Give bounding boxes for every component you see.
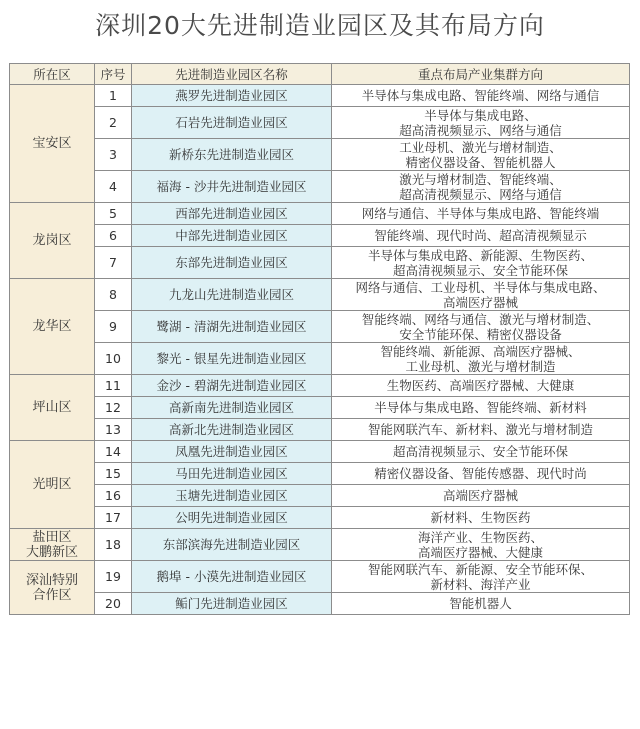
industry-direction: 半导体与集成电路、智能终端、新材料	[374, 400, 587, 415]
district-name: 坪山区	[32, 400, 72, 415]
industry-direction: 精密仪器设备、智能传感器、现代时尚	[374, 466, 587, 481]
industry-direction: 半导体与集成电路、 超高清视频显示、网络与通信	[399, 107, 562, 138]
row-number-cell	[95, 593, 132, 615]
row-number: 10	[105, 351, 121, 366]
table-row	[10, 171, 630, 203]
row-number: 12	[105, 400, 121, 415]
industry-direction-cell	[332, 85, 630, 107]
park-name-cell	[132, 375, 332, 397]
row-number: 20	[105, 596, 121, 611]
park-name: 燕罗先进制造业园区	[175, 88, 288, 103]
row-number: 13	[105, 422, 121, 437]
row-number-cell	[95, 561, 132, 593]
row-number-cell	[95, 107, 132, 139]
park-name: 新桥东先进制造业园区	[168, 147, 294, 162]
industry-direction-cell	[332, 507, 630, 529]
table-row	[10, 463, 630, 485]
industry-direction-cell	[332, 561, 630, 593]
district-cell	[10, 561, 95, 615]
park-name-cell	[132, 85, 332, 107]
industry-direction: 智能终端、新能源、高端医疗器械、 工业母机、激光与增材制造	[380, 343, 581, 374]
row-number-cell	[95, 171, 132, 203]
row-number-cell	[95, 85, 132, 107]
row-number: 11	[105, 378, 121, 393]
park-name-cell	[132, 441, 332, 463]
park-name: 东部滨海先进制造业园区	[162, 537, 301, 552]
table-row	[10, 441, 630, 463]
row-number-cell	[95, 397, 132, 419]
industry-direction-cell	[332, 225, 630, 247]
row-number-cell	[95, 203, 132, 225]
park-name-cell	[132, 343, 332, 375]
industry-direction-cell	[332, 593, 630, 615]
industry-direction-cell	[332, 279, 630, 311]
industry-direction: 半导体与集成电路、智能终端、网络与通信	[361, 88, 600, 103]
park-name: 鹭湖 - 清湖先进制造业园区	[156, 319, 307, 334]
row-number: 8	[109, 287, 117, 302]
table-row	[10, 225, 630, 247]
row-number-cell	[95, 507, 132, 529]
park-name: 金沙 - 碧湖先进制造业园区	[156, 378, 307, 393]
park-name: 福海 - 沙井先进制造业园区	[156, 179, 307, 194]
table-row	[10, 375, 630, 397]
industry-direction: 超高清视频显示、安全节能环保	[392, 444, 568, 459]
table-row	[10, 203, 630, 225]
district-cell	[10, 441, 95, 529]
industry-direction-cell	[332, 529, 630, 561]
row-number: 3	[109, 147, 117, 162]
table-row	[10, 247, 630, 279]
park-name: 高新北先进制造业园区	[168, 422, 294, 437]
table-row	[10, 311, 630, 343]
district-cell	[10, 203, 95, 279]
district-cell	[10, 85, 95, 203]
park-name-cell	[132, 311, 332, 343]
row-number: 4	[109, 179, 117, 194]
row-number: 1	[109, 88, 117, 103]
industry-direction-cell	[332, 485, 630, 507]
table-row	[10, 107, 630, 139]
industry-direction: 网络与通信、工业母机、半导体与集成电路、 高端医疗器械	[355, 279, 606, 310]
industry-direction-cell	[332, 311, 630, 343]
row-number-cell	[95, 279, 132, 311]
row-number-cell	[95, 463, 132, 485]
park-name: 鹅埠 - 小漠先进制造业园区	[156, 569, 307, 584]
industry-direction-cell	[332, 203, 630, 225]
industry-direction: 新材料、生物医药	[430, 510, 531, 525]
park-name-cell	[132, 225, 332, 247]
park-name-cell	[132, 419, 332, 441]
park-name-cell	[132, 139, 332, 171]
industry-direction: 网络与通信、半导体与集成电路、智能终端	[361, 206, 600, 221]
district-name: 盐田区 大鹏新区	[25, 529, 78, 560]
industry-direction: 智能网联汽车、新能源、安全节能环保、 新材料、海洋产业	[367, 561, 593, 592]
table-row	[10, 529, 630, 561]
district-cell	[10, 375, 95, 441]
industry-direction: 智能终端、网络与通信、激光与增材制造、 安全节能环保、精密仪器设备	[361, 311, 600, 342]
row-number-cell	[95, 441, 132, 463]
table-row	[10, 485, 630, 507]
industry-direction-cell	[332, 463, 630, 485]
park-name: 中部先进制造业园区	[175, 228, 288, 243]
row-number: 9	[109, 319, 117, 334]
row-number-cell	[95, 375, 132, 397]
park-name: 石岩先进制造业园区	[175, 115, 288, 130]
park-name: 鲘门先进制造业园区	[175, 596, 288, 611]
industry-direction-cell	[332, 397, 630, 419]
table-body	[10, 85, 630, 615]
row-number: 17	[105, 510, 121, 525]
table-row	[10, 85, 630, 107]
park-name-cell	[132, 593, 332, 615]
table-row	[10, 561, 630, 593]
park-name-cell	[132, 485, 332, 507]
industry-direction: 激光与增材制造、智能终端、 超高清视频显示、网络与通信	[399, 171, 562, 202]
park-name-cell	[132, 279, 332, 311]
park-name-cell	[132, 463, 332, 485]
industry-direction: 高端医疗器械	[442, 488, 518, 503]
park-name-cell	[132, 397, 332, 419]
row-number: 15	[105, 466, 121, 481]
header-district: 所在区	[10, 64, 95, 85]
park-name: 黎光 - 银星先进制造业园区	[156, 351, 307, 366]
row-number: 19	[105, 569, 121, 584]
row-number-cell	[95, 139, 132, 171]
park-name: 西部先进制造业园区	[175, 206, 288, 221]
row-number: 18	[105, 537, 121, 552]
row-number-cell	[95, 311, 132, 343]
row-number-cell	[95, 343, 132, 375]
industry-direction-cell	[332, 441, 630, 463]
industry-direction-cell	[332, 171, 630, 203]
industry-direction: 生物医药、高端医疗器械、大健康	[386, 378, 575, 393]
park-name: 公明先进制造业园区	[175, 510, 288, 525]
header-park-name: 先进制造业园区名称	[132, 64, 332, 85]
district-cell	[10, 529, 95, 561]
park-name-cell	[132, 507, 332, 529]
table-row	[10, 593, 630, 615]
district-name: 龙华区	[32, 319, 72, 334]
park-name: 九龙山先进制造业园区	[168, 287, 294, 302]
district-name: 光明区	[32, 477, 72, 492]
parks-table	[9, 63, 630, 615]
table-row	[10, 343, 630, 375]
row-number: 14	[105, 444, 121, 459]
park-name-cell	[132, 529, 332, 561]
park-name: 马田先进制造业园区	[175, 466, 288, 481]
industry-direction-cell	[332, 375, 630, 397]
table-row	[10, 397, 630, 419]
district-name: 宝安区	[32, 136, 72, 151]
park-name-cell	[132, 171, 332, 203]
industry-direction-cell	[332, 139, 630, 171]
park-name-cell	[132, 247, 332, 279]
header-industry: 重点布局产业集群方向	[332, 64, 630, 85]
header-number: 序号	[95, 64, 132, 85]
industry-direction: 智能网联汽车、新材料、激光与增材制造	[367, 422, 593, 437]
industry-direction-cell	[332, 247, 630, 279]
district-name: 深汕特别 合作区	[25, 572, 78, 603]
park-name-cell	[132, 561, 332, 593]
row-number: 5	[109, 206, 117, 221]
industry-direction: 工业母机、激光与增材制造、 精密仪器设备、智能机器人	[399, 139, 562, 170]
district-name: 龙岗区	[32, 233, 72, 248]
industry-direction-cell	[332, 343, 630, 375]
row-number-cell	[95, 529, 132, 561]
row-number: 16	[105, 488, 121, 503]
row-number: 2	[109, 115, 117, 130]
row-number-cell	[95, 419, 132, 441]
table-row	[10, 279, 630, 311]
row-number: 6	[109, 228, 117, 243]
industry-direction-cell	[332, 419, 630, 441]
row-number-cell	[95, 247, 132, 279]
district-cell	[10, 279, 95, 375]
row-number: 7	[109, 255, 117, 270]
table-row	[10, 507, 630, 529]
industry-direction: 智能机器人	[449, 596, 512, 611]
table-row	[10, 419, 630, 441]
page-title: 深圳20大先进制造业园区及其布局方向	[95, 11, 545, 40]
table-row	[10, 139, 630, 171]
industry-direction-cell	[332, 107, 630, 139]
park-name: 凤凰先进制造业园区	[175, 444, 288, 459]
park-name: 高新南先进制造业园区	[168, 400, 294, 415]
industry-direction: 半导体与集成电路、新能源、生物医药、 超高清视频显示、安全节能环保	[367, 247, 593, 278]
park-name-cell	[132, 203, 332, 225]
industry-direction: 海洋产业、生物医药、 高端医疗器械、大健康	[417, 529, 543, 560]
industry-direction: 智能终端、现代时尚、超高清视频显示	[374, 228, 587, 243]
park-name: 玉塘先进制造业园区	[175, 488, 288, 503]
row-number-cell	[95, 485, 132, 507]
table-header-row	[10, 64, 630, 85]
park-name: 东部先进制造业园区	[175, 255, 288, 270]
row-number-cell	[95, 225, 132, 247]
park-name-cell	[132, 107, 332, 139]
